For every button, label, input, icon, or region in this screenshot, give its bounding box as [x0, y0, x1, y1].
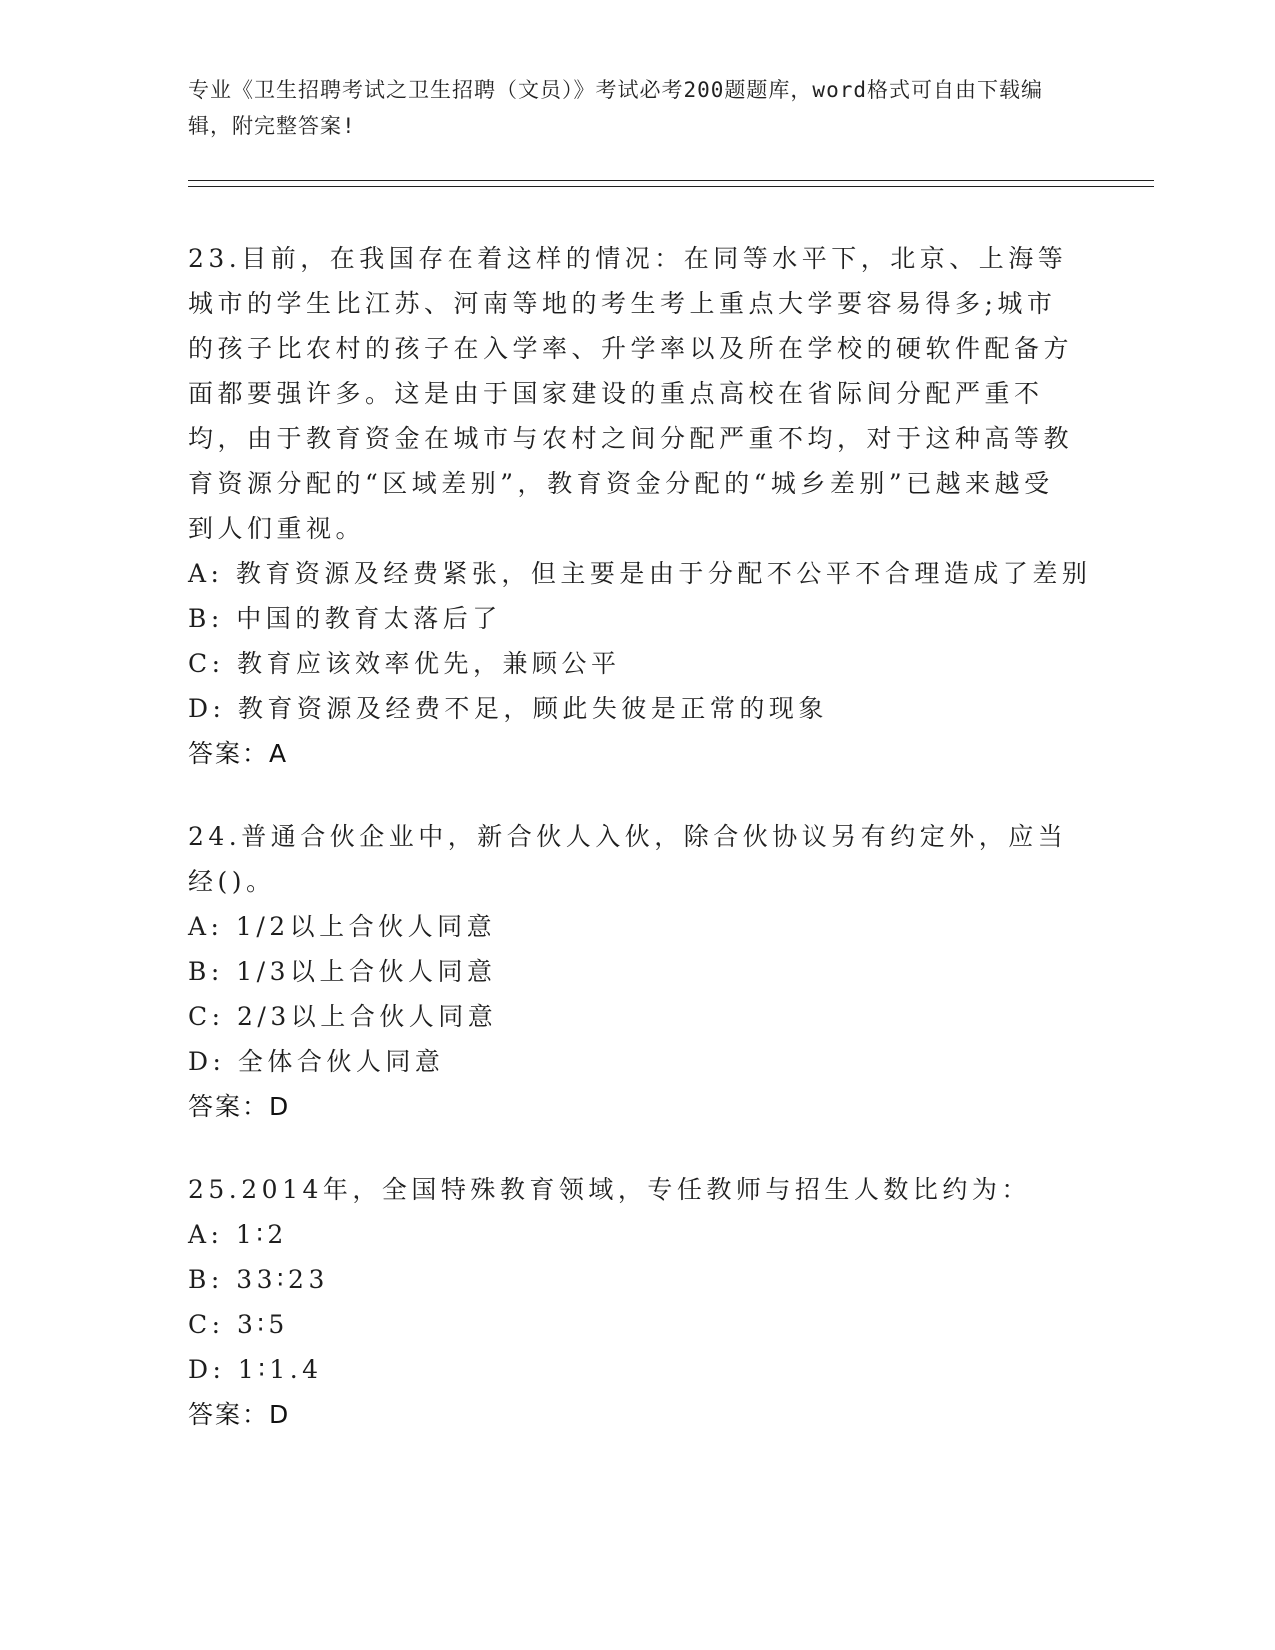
document-header: 专业《卫生招聘考试之卫生招聘（文员）》考试必考200题题库，word格式可自由下载编辑，附完整答案!: [188, 78, 1043, 138]
option-d: D: 1∶1.4: [188, 1355, 323, 1384]
option-c: C: 2/3以上合伙人同意: [188, 1002, 498, 1031]
question-25: [188, 1167, 1078, 1437]
option-a: A: 教育资源及经费紧张，但主要是由于分配不公平不合理造成了差别: [188, 559, 1092, 588]
question-text: 25.2014年，全国特殊教育领域，专任教师与招生人数比约为：: [188, 1175, 1031, 1204]
option-d: D: 教育资源及经费不足，顾此失彼是正常的现象: [188, 694, 828, 723]
question-24: [188, 814, 1078, 1129]
option-b: B: 33∶23: [188, 1265, 329, 1294]
option-b: B: 中国的教育太落后了: [188, 604, 502, 633]
option-c: C: 3∶5: [188, 1310, 289, 1339]
option-a: A: 1/2以上合伙人同意: [188, 912, 497, 941]
option-b: B: 1/3以上合伙人同意: [188, 957, 497, 986]
header-divider-top: [188, 180, 1154, 181]
answer-label: 答案：A: [188, 739, 289, 768]
option-d: D: 全体合伙人同意: [188, 1047, 445, 1076]
option-c: C: 教育应该效率优先，兼顾公平: [188, 649, 621, 678]
question-text: 24.普通合伙企业中，新合伙人入伙，除合伙协议另有约定外，应当经()。: [188, 822, 1068, 896]
question-text: 23.目前，在我国存在着这样的情况：在同等水平下，北京、上海等城市的学生比江苏、河南等地的考生考上重点大学要容易得多;城市的孩子比农村的孩子在入学率、升学率以及所在学校的硬软件配备方面都要强许多。这是由于国家建设的重点高校在省际间分配严重不均，由于教育资金在城市与农村之间分配严重不均，对于这种高等教育资源分配的“区域差别”，教育资金分配的“城乡差别”已越来越受到人们重视。: [188, 244, 1074, 543]
question-23: [188, 236, 1092, 776]
option-a: A: 1∶2: [188, 1220, 288, 1249]
answer-label: 答案：D: [188, 1092, 291, 1121]
question-list: [188, 236, 1092, 1475]
header-divider-bottom: [188, 186, 1154, 187]
answer-label: 答案：D: [188, 1400, 291, 1429]
